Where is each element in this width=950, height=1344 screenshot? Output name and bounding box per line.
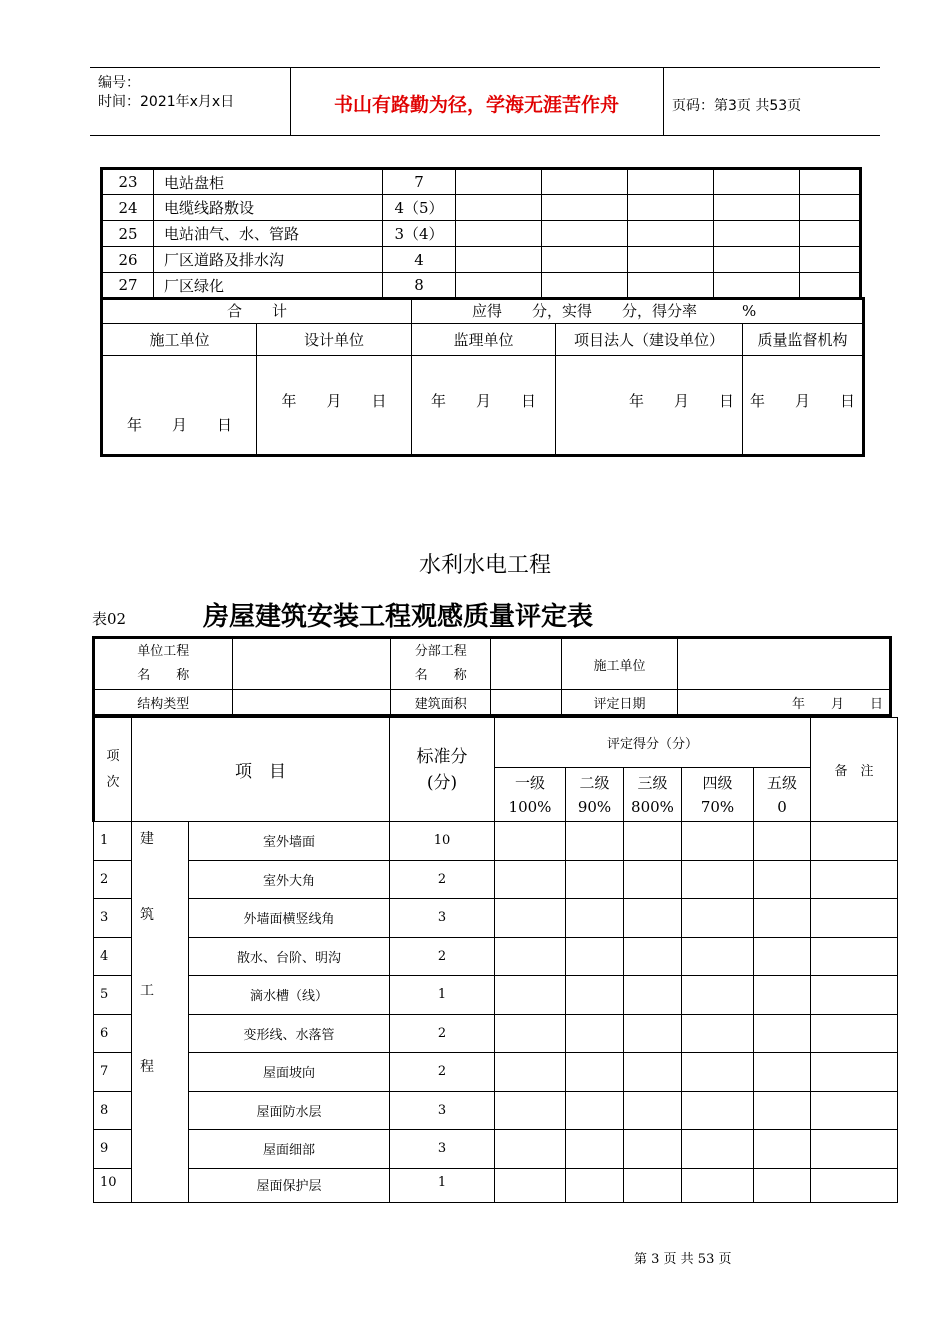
row-no: 23 bbox=[102, 169, 154, 195]
grade-cell bbox=[754, 822, 811, 861]
grade-cell bbox=[682, 860, 754, 899]
grade-cell bbox=[566, 1014, 624, 1053]
row-item: 室外墙面 bbox=[189, 822, 390, 861]
row-item: 外墙面横竖线角 bbox=[189, 899, 390, 938]
grade-cell bbox=[624, 1014, 682, 1053]
table-row bbox=[94, 899, 898, 938]
construction-unit-value bbox=[678, 638, 891, 690]
grade-cell bbox=[624, 822, 682, 861]
sub-project-label: 分部工程 名 称 bbox=[391, 638, 491, 690]
grade-cell bbox=[754, 860, 811, 899]
signer-label: 设计单位 bbox=[257, 324, 412, 356]
grade-cell bbox=[811, 937, 898, 976]
table-row bbox=[94, 937, 898, 976]
grade-cell bbox=[566, 1091, 624, 1130]
header-top-rule bbox=[90, 67, 880, 68]
row-item: 屋面防水层 bbox=[189, 1091, 390, 1130]
row-no: 24 bbox=[102, 195, 154, 221]
row-score: 1 bbox=[390, 976, 495, 1015]
structure-type-label: 结构类型 bbox=[94, 690, 233, 716]
signer-date: 年 月 日 bbox=[102, 356, 257, 456]
signer-label: 监理单位 bbox=[412, 324, 556, 356]
grade-cell bbox=[542, 247, 628, 273]
grade-header: 二级 90% bbox=[566, 768, 624, 822]
row-score: 3 bbox=[390, 1091, 495, 1130]
grade-cell bbox=[495, 1014, 566, 1053]
col-no-header: 项 次 bbox=[94, 718, 132, 822]
row-no: 2 bbox=[94, 860, 132, 899]
table-row bbox=[102, 195, 861, 221]
appearance-quality-table bbox=[92, 717, 898, 1203]
grade-cell bbox=[495, 937, 566, 976]
grade-cell bbox=[624, 899, 682, 938]
grade-cell bbox=[811, 1053, 898, 1092]
grade-cell bbox=[754, 1130, 811, 1169]
row-no: 7 bbox=[94, 1053, 132, 1092]
signature-table bbox=[100, 297, 865, 457]
grade-cell bbox=[495, 976, 566, 1015]
signer-label: 施工单位 bbox=[102, 324, 257, 356]
grade-cell bbox=[754, 1091, 811, 1130]
time-label: 时间：2021年x月x日 bbox=[98, 94, 235, 110]
grade-cell bbox=[714, 247, 800, 273]
row-item: 电缆线路敷设 bbox=[154, 195, 383, 221]
grade-header: 四级 70% bbox=[682, 768, 754, 822]
grade-cell bbox=[566, 899, 624, 938]
grade-cell bbox=[566, 860, 624, 899]
table-row bbox=[94, 1168, 898, 1202]
grade-cell bbox=[542, 169, 628, 195]
grade-cell bbox=[682, 1014, 754, 1053]
row-item: 屋面坡向 bbox=[189, 1053, 390, 1092]
grade-cell bbox=[682, 1053, 754, 1092]
row-no: 1 bbox=[94, 822, 132, 861]
grade-cell bbox=[800, 195, 861, 221]
grade-cell bbox=[714, 195, 800, 221]
row-no: 6 bbox=[94, 1014, 132, 1053]
building-area-label: 建筑面积 bbox=[391, 690, 491, 716]
row-score: 3 bbox=[390, 899, 495, 938]
grade-cell bbox=[542, 273, 628, 299]
grade-cell bbox=[754, 1168, 811, 1202]
grade-cell bbox=[628, 195, 714, 221]
grade-cell bbox=[682, 899, 754, 938]
signer-date: 年 月 日 bbox=[257, 356, 412, 456]
total-row bbox=[102, 298, 864, 324]
grade-cell bbox=[456, 169, 542, 195]
project-info-table bbox=[92, 636, 892, 717]
grade-cell bbox=[754, 1053, 811, 1092]
grade-cell bbox=[754, 1014, 811, 1053]
grade-cell bbox=[495, 860, 566, 899]
grade-cell bbox=[624, 1130, 682, 1169]
table-row bbox=[94, 1053, 898, 1092]
grade-cell bbox=[624, 976, 682, 1015]
grade-cell bbox=[754, 976, 811, 1015]
signer-label: 质量监督机构 bbox=[743, 324, 864, 356]
grade-cell bbox=[800, 273, 861, 299]
table-row bbox=[94, 976, 898, 1015]
col-eval-header: 评定得分（分） bbox=[495, 718, 811, 768]
grade-cell bbox=[495, 822, 566, 861]
row-score: 1 bbox=[390, 1168, 495, 1202]
row-item: 变形线、水落管 bbox=[189, 1014, 390, 1053]
table-row bbox=[94, 1014, 898, 1053]
signer-date: 年 月 日 bbox=[556, 356, 743, 456]
row-score: 4（5） bbox=[383, 195, 456, 221]
grade-cell bbox=[456, 195, 542, 221]
row-no: 25 bbox=[102, 221, 154, 247]
row-score: 8 bbox=[383, 273, 456, 299]
grade-cell bbox=[495, 1130, 566, 1169]
grade-cell bbox=[566, 1168, 624, 1202]
table-row bbox=[94, 1130, 898, 1169]
col-remark-header: 备 注 bbox=[811, 718, 898, 822]
grade-cell bbox=[456, 273, 542, 299]
table-number: 表02 bbox=[92, 610, 127, 628]
grade-cell bbox=[682, 1168, 754, 1202]
row-score: 2 bbox=[390, 937, 495, 976]
grade-cell bbox=[456, 221, 542, 247]
unit-project-value bbox=[232, 638, 391, 690]
grade-cell bbox=[682, 1091, 754, 1130]
grade-cell bbox=[811, 1130, 898, 1169]
row-score: 3（4） bbox=[383, 221, 456, 247]
row-score: 4 bbox=[383, 247, 456, 273]
table-row bbox=[102, 247, 861, 273]
row-no: 8 bbox=[94, 1091, 132, 1130]
grade-cell bbox=[811, 1091, 898, 1130]
building-area-value bbox=[491, 690, 561, 716]
total-text: 应得 分，实得 分，得分率 % bbox=[412, 298, 864, 324]
row-no: 9 bbox=[94, 1130, 132, 1169]
row-score: 10 bbox=[390, 822, 495, 861]
table-row bbox=[94, 860, 898, 899]
signer-label: 项目法人（建设单位） bbox=[556, 324, 743, 356]
signer-header-row bbox=[102, 324, 864, 356]
grade-cell bbox=[800, 221, 861, 247]
row-no: 3 bbox=[94, 899, 132, 938]
row-item: 滴水槽（线） bbox=[189, 976, 390, 1015]
signer-date-row bbox=[102, 356, 864, 456]
grade-cell bbox=[566, 976, 624, 1015]
row-item: 电站油气、水、管路 bbox=[154, 221, 383, 247]
grade-cell bbox=[682, 937, 754, 976]
page-footer: 第 3 页 共 53 页 bbox=[634, 1252, 732, 1267]
grade-cell bbox=[495, 1091, 566, 1130]
row-item: 散水、台阶、明沟 bbox=[189, 937, 390, 976]
grade-cell bbox=[624, 1168, 682, 1202]
grade-cell bbox=[495, 899, 566, 938]
grade-cell bbox=[624, 860, 682, 899]
row-score: 2 bbox=[390, 1053, 495, 1092]
grade-cell bbox=[542, 195, 628, 221]
header-divider-right bbox=[663, 67, 664, 135]
grade-cell bbox=[811, 976, 898, 1015]
row-no: 5 bbox=[94, 976, 132, 1015]
header-bottom-rule bbox=[90, 135, 880, 136]
construction-unit-label: 施工单位 bbox=[561, 638, 677, 690]
grade-cell bbox=[628, 169, 714, 195]
grade-cell bbox=[714, 169, 800, 195]
main-title: 房屋建筑安装工程观感质量评定表 bbox=[203, 602, 594, 632]
grade-cell bbox=[800, 247, 861, 273]
signer-date: 年 月 日 bbox=[412, 356, 556, 456]
grade-cell bbox=[811, 899, 898, 938]
grade-cell bbox=[714, 273, 800, 299]
grade-header: 一级 100% bbox=[495, 768, 566, 822]
grade-cell bbox=[682, 976, 754, 1015]
eval-date-label: 评定日期 bbox=[561, 690, 677, 716]
grade-cell bbox=[800, 169, 861, 195]
table-row bbox=[94, 1091, 898, 1130]
grade-cell bbox=[811, 860, 898, 899]
group-label: 建 筑 工 程 bbox=[132, 822, 189, 1203]
row-score: 2 bbox=[390, 1014, 495, 1053]
grade-cell bbox=[456, 247, 542, 273]
sub-project-value bbox=[491, 638, 561, 690]
header-motto: 书山有路勤为径，学海无涯苦作舟 bbox=[333, 94, 619, 116]
row-item: 屋面保护层 bbox=[189, 1168, 390, 1202]
grade-cell bbox=[566, 937, 624, 976]
grade-cell bbox=[628, 221, 714, 247]
grade-cell bbox=[811, 822, 898, 861]
row-no: 26 bbox=[102, 247, 154, 273]
grade-cell bbox=[754, 937, 811, 976]
grade-cell bbox=[714, 221, 800, 247]
sub-title: 水利水电工程 bbox=[418, 553, 551, 578]
eval-date-value: 年 月 日 bbox=[678, 690, 891, 716]
row-score: 7 bbox=[383, 169, 456, 195]
table-row bbox=[94, 822, 898, 861]
evaluation-table-continued bbox=[100, 167, 862, 300]
row-no: 27 bbox=[102, 273, 154, 299]
grade-cell bbox=[624, 1091, 682, 1130]
grade-cell bbox=[542, 221, 628, 247]
page-label: 页码：第3页 共53页 bbox=[672, 98, 802, 114]
col-std-header: 标准分 (分) bbox=[390, 718, 495, 822]
grade-cell bbox=[811, 1168, 898, 1202]
grade-cell bbox=[628, 247, 714, 273]
row-no: 10 bbox=[94, 1168, 132, 1202]
grade-cell bbox=[566, 1053, 624, 1092]
serial-label: 编号： bbox=[98, 75, 140, 91]
table-row bbox=[102, 273, 861, 299]
grade-header: 三级 800% bbox=[624, 768, 682, 822]
grade-cell bbox=[628, 273, 714, 299]
grade-cell bbox=[495, 1168, 566, 1202]
row-item: 厂区绿化 bbox=[154, 273, 383, 299]
row-item: 厂区道路及排水沟 bbox=[154, 247, 383, 273]
row-score: 2 bbox=[390, 860, 495, 899]
signer-date: 年 月 日 bbox=[743, 356, 864, 456]
grade-cell bbox=[624, 937, 682, 976]
grade-cell bbox=[682, 1130, 754, 1169]
grade-cell bbox=[566, 1130, 624, 1169]
row-item: 室外大角 bbox=[189, 860, 390, 899]
unit-project-label: 单位工程 名 称 bbox=[94, 638, 233, 690]
grade-cell bbox=[624, 1053, 682, 1092]
table-row bbox=[102, 221, 861, 247]
grade-cell bbox=[754, 899, 811, 938]
structure-type-value bbox=[232, 690, 391, 716]
table-row bbox=[102, 169, 861, 195]
row-item: 屋面细部 bbox=[189, 1130, 390, 1169]
row-no: 4 bbox=[94, 937, 132, 976]
row-score: 3 bbox=[390, 1130, 495, 1169]
grade-cell bbox=[566, 822, 624, 861]
col-item-header: 项 目 bbox=[132, 718, 390, 822]
grade-header: 五级 0 bbox=[754, 768, 811, 822]
row-item: 电站盘柜 bbox=[154, 169, 383, 195]
total-label: 合 计 bbox=[102, 298, 412, 324]
grade-cell bbox=[682, 822, 754, 861]
grade-cell bbox=[811, 1014, 898, 1053]
grade-cell bbox=[495, 1053, 566, 1092]
